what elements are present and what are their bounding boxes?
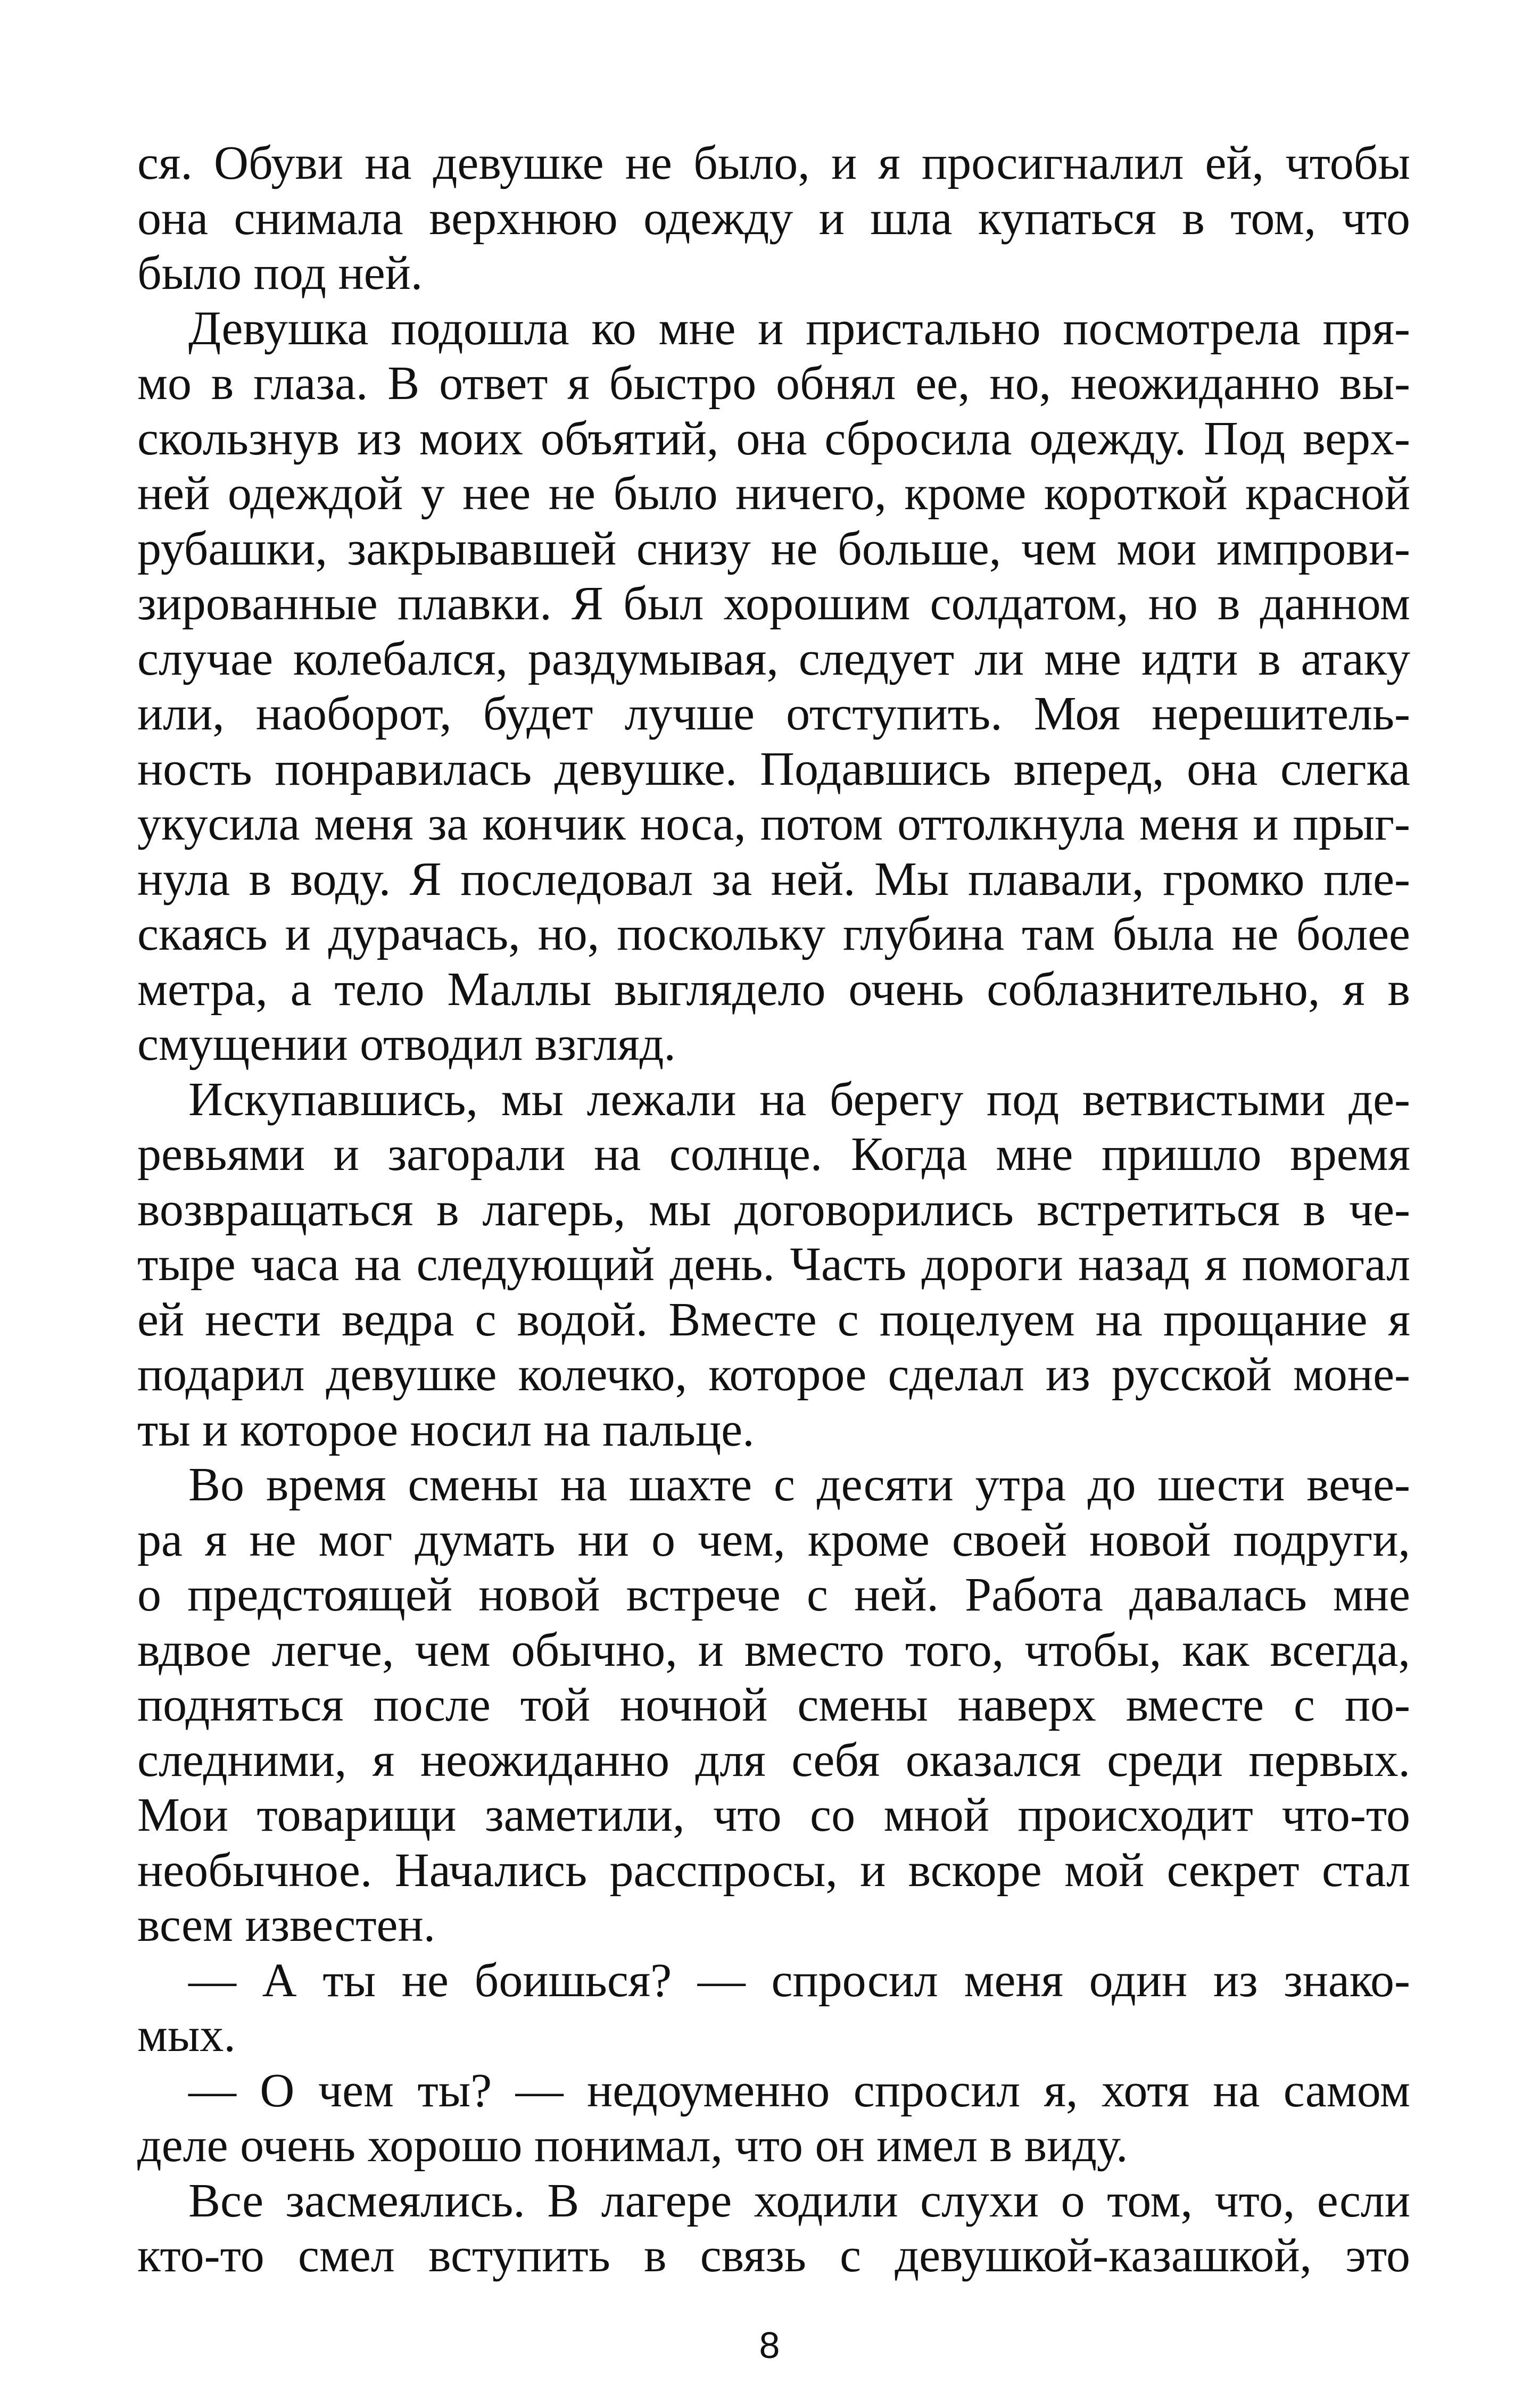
text-line: подняться после той ночной смены наверх вместе с по- — [137, 1679, 1410, 1731]
text-line: случае колебался, раздумывая, следует ли мне идти в атаку — [137, 632, 1410, 685]
text-line: Мои товарищи заметили, что со мной происходит что-то — [137, 1789, 1410, 1841]
text-line: кто-то смел вступить в связь с девушкой-казашкой, это — [137, 2229, 1410, 2282]
text-line: следними, я неожиданно для себя оказался среди первых. — [137, 1733, 1410, 1787]
text-line: метра, а тело Маллы выглядело очень соблазнительно, я в — [137, 962, 1410, 1016]
text-line: скользнув из моих объятий, она сбросила одежду. Под верх- — [137, 412, 1410, 465]
text-line: ревьями и загорали на солнце. Когда мне пришло время — [137, 1128, 1410, 1181]
text-line: мых. — [137, 2009, 236, 2062]
text-line: тыре часа на следующий день. Часть дороги назад я помогал — [137, 1238, 1410, 1291]
text-line: смущении отводил взгляд. — [137, 1018, 676, 1070]
text-line: возвращаться в лагерь, мы договорились встретиться в че- — [137, 1183, 1410, 1236]
text-line: всем известен. — [137, 1899, 436, 1952]
text-line: она снимала верхнюю одежду и шла купаться в том, что — [137, 192, 1410, 245]
text-line: ра я не мог думать ни о чем, кроме своей новой подруги, — [137, 1513, 1410, 1566]
text-line: вдвое легче, чем обычно, и вместо того, чтобы, как всегда, — [137, 1623, 1410, 1676]
text-line: ность понравилась девушке. Подавшись вперед, она слегка — [137, 742, 1410, 795]
text-line: ты и которое носил на пальце. — [137, 1403, 755, 1456]
text-line: подарил девушке колечко, которое сделал из русской моне- — [137, 1348, 1410, 1401]
text-line: о предстоящей новой встрече с ней. Работа давалась мне — [137, 1568, 1410, 1621]
text-line: Все засмеялись. В лагере ходили слухи о том, что, если — [188, 2174, 1410, 2227]
text-line: рубашки, закрывавшей снизу не больше, чем мои импрови- — [137, 522, 1410, 575]
text-line: ней одеждой у нее не было ничего, кроме короткой красной — [137, 467, 1410, 520]
text-line: Искупавшись, мы лежали на берегу под ветвистыми де- — [188, 1073, 1410, 1126]
text-line: ся. Обуви на девушке не было, и я просигналил ей, чтобы — [137, 137, 1410, 189]
text-line: Девушка подошла ко мне и пристально посмотрела пря- — [188, 302, 1410, 355]
text-line: зированные плавки. Я был хорошим солдатом, но в данном — [137, 577, 1410, 630]
text-line: скаясь и дурачась, но, поскольку глубина там была не более — [137, 908, 1410, 960]
text-line: деле очень хорошо понимал, что он имел в виду. — [137, 2119, 1128, 2172]
text-line: — А ты не боишься? — спросил меня один из знако- — [188, 1954, 1410, 2007]
text-line: необычное. Начались расспросы, и вскоре мой секрет стал — [137, 1844, 1410, 1897]
text-line: было под ней. — [137, 247, 423, 300]
text-line: ей нести ведра с водой. Вместе с поцелуем на прощание я — [137, 1293, 1410, 1346]
page-number: 8 — [759, 2324, 780, 2366]
text-line: нула в воду. Я последовал за ней. Мы плавали, громко пле- — [137, 852, 1410, 906]
text-line: — О чем ты? — недоуменно спросил я, хотя на самом — [188, 2064, 1410, 2117]
text-line: Во время смены на шахте с десяти утра до шести вече- — [188, 1458, 1410, 1511]
text-line: укусила меня за кончик носа, потом оттолкнула меня и прыг- — [137, 798, 1410, 850]
text-line: или, наоборот, будет лучше отступить. Моя нерешитель- — [137, 687, 1410, 740]
text-line: мо в глаза. В ответ я быстро обнял ее, но, неожиданно вы- — [137, 357, 1410, 410]
page-text — [137, 136, 1410, 2284]
